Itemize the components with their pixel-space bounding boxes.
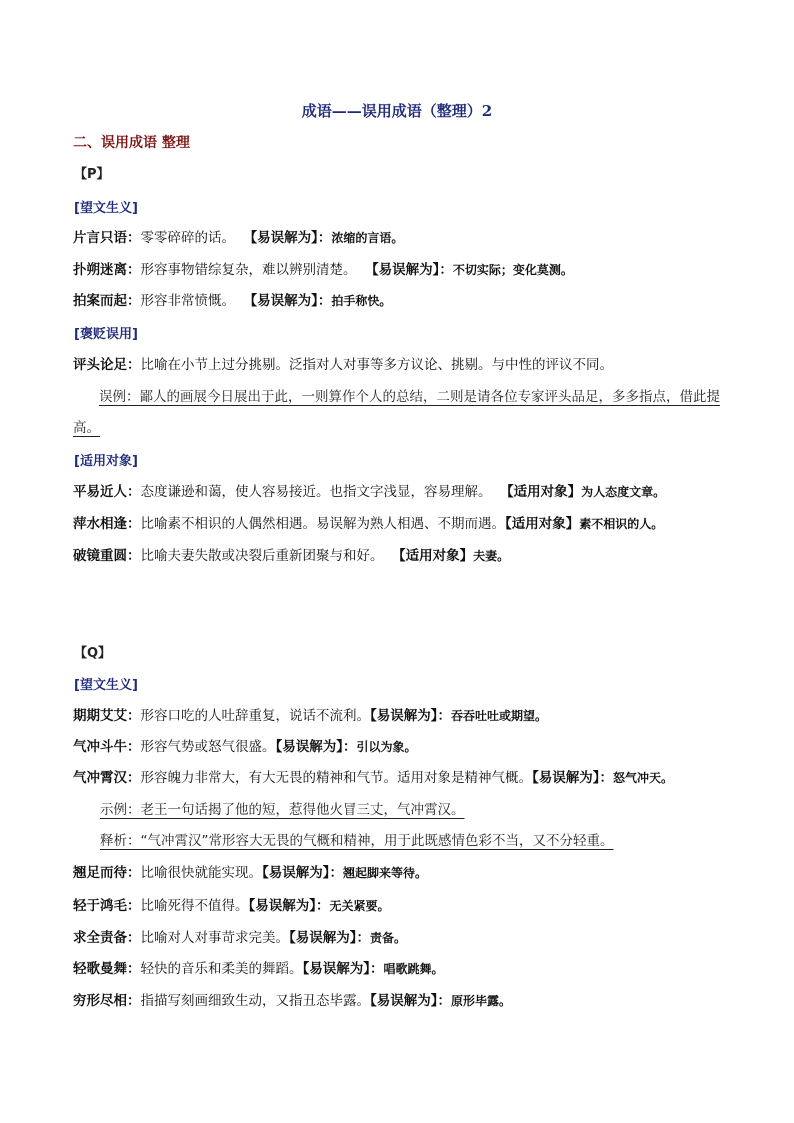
category-label: [适用对象]: [74, 454, 138, 469]
idiom-term: 气冲斗牛：: [73, 739, 141, 755]
misread-text: 拍手称快。: [331, 294, 392, 308]
misread-label: 【易误解为】：: [275, 739, 357, 755]
misread-text: 引以为象。: [356, 740, 417, 754]
target-text: 为人态度文章。: [581, 485, 666, 499]
target-text: 夫妻。: [473, 549, 510, 563]
category-label: [褒贬误用]: [74, 327, 138, 342]
category-label: [望文生义]: [74, 201, 138, 216]
idiom-definition: 态度谦逊和蔼，使人容易接近。也指文字浅显，容易理解。: [140, 484, 492, 500]
misread-text: 责备。: [370, 931, 407, 945]
idiom-definition: 零零碎碎的话。: [140, 230, 235, 246]
idiom-entry: [73, 290, 734, 312]
target-label: 【适用对象】: [505, 516, 580, 532]
misread-label: 【易误解为】：: [289, 930, 370, 946]
misread-text: 无关紧要。: [329, 899, 390, 913]
idiom-definition: 比喻素不相识的人偶然相遇。易误解为熟人相遇、不期而遇。: [140, 516, 505, 532]
idiom-term: 轻于鸿毛：: [73, 898, 141, 914]
idiom-term: 平易近人：: [73, 484, 141, 500]
target-label: 【适用对象】: [500, 484, 582, 500]
idiom-term: 破镜重圆：: [73, 548, 141, 564]
idiom-entry: [73, 513, 734, 535]
misread-label: 【易误解为】：: [370, 708, 451, 724]
letter-tag-q: 【Q】: [74, 646, 112, 661]
idiom-entry: [73, 227, 734, 249]
idiom-term: 翘足而待：: [73, 865, 141, 881]
misread-label: 【易误解为】：: [248, 898, 330, 914]
idiom-definition: 形容气势或怒气很盛。: [140, 739, 276, 755]
idiom-term: 扑朔迷离：: [73, 262, 141, 278]
idiom-definition: 比喻很快就能实现。: [140, 865, 262, 881]
idiom-term: 拍案而起：: [73, 293, 141, 309]
page-title: [0, 100, 794, 121]
idiom-term: 轻歌曼舞：: [73, 961, 141, 977]
idiom-entry: [73, 958, 734, 980]
misread-label: 【易误解为】：: [243, 293, 332, 309]
section-heading: 二、误用成语 整理: [73, 135, 190, 151]
misread-label: 【易误解为】：: [243, 230, 332, 246]
idiom-entry: [73, 862, 734, 884]
idiom-definition: 形容魄力非常大，有大无畏的精神和气节。适用对象是精神气概。: [140, 770, 532, 786]
idiom-entry: [73, 895, 734, 917]
misread-label: 【易误解为】：: [262, 865, 343, 881]
misread-text: 浓缩的言语。: [331, 231, 404, 245]
idiom-definition: 比喻夫妻失散或决裂后重新团聚与和好。: [140, 548, 384, 564]
misread-label: 【易误解为】：: [532, 770, 613, 786]
idiom-definition: 轻快的音乐和柔美的舞蹈。: [140, 961, 303, 977]
idiom-entry: [73, 990, 734, 1012]
misread-text: 唱歌跳舞。: [383, 962, 444, 976]
idiom-term: 气冲霄汉：: [73, 770, 141, 786]
misread-text: 原形毕露。: [451, 994, 512, 1008]
idiom-definition: 比喻在小节上过分挑剔。泛指对人对事等多方议论、挑剔。与中性的评议不同。: [140, 357, 613, 373]
example-sentence: 示例：老王一句话揭了他的短，惹得他火冒三丈，气冲霄汉。: [100, 802, 465, 818]
misread-label: 【易误解为】：: [302, 961, 384, 977]
idiom-entry: [73, 927, 734, 949]
idiom-term: 萍水相逢：: [73, 516, 141, 532]
target-label: 【适用对象】: [392, 548, 474, 564]
idiom-entry: [73, 705, 734, 727]
idiom-definition: 形容口吃的人吐辞重复，说话不流利。: [140, 708, 370, 724]
misread-text: 翘起脚来等待。: [343, 866, 428, 880]
misread-label: 【易误解为】：: [365, 262, 453, 278]
idiom-entry: [73, 767, 734, 789]
idiom-term: 穷形尽相：: [73, 993, 141, 1009]
target-text: 素不相识的人。: [579, 517, 664, 531]
idiom-definition: 比喻死得不值得。: [140, 898, 249, 914]
example-sentence: 误例：鄙人的画展今日展出于此，一则算作个人的总结，二则是请各位专家评头品足，多多指点，借此提高。: [73, 389, 720, 436]
idiom-entry: [73, 736, 734, 758]
idiom-definition: 指描写刻画细致生动，又指丑态毕露。: [140, 993, 370, 1009]
idiom-term: 期期艾艾：: [73, 708, 141, 724]
idiom-entry: [73, 545, 734, 567]
idiom-term: 片言只语：: [73, 230, 141, 246]
misread-text: 不切实际；变化莫测。: [452, 263, 573, 277]
idiom-entry: [73, 259, 734, 281]
idiom-definition: 比喻对人对事苛求完美。: [140, 930, 289, 946]
idiom-entry: [73, 354, 734, 376]
title-sub: ——误用成语（整理）2: [331, 102, 493, 120]
idiom-definition: 形容事物错综复杂，难以辨别清楚。: [140, 262, 357, 278]
title-main: 成语: [301, 102, 332, 120]
misread-label: 【易误解为】：: [370, 993, 451, 1009]
misread-text: 怒气冲天。: [613, 771, 674, 785]
idiom-definition: 形容非常愤慨。: [140, 293, 235, 309]
analysis-sentence: 释析：“气冲霄汉”常形容大无畏的气概和精神，用于此既感情色彩不当，又不分轻重。: [100, 833, 614, 849]
idiom-term: 求全责备：: [73, 930, 141, 946]
idiom-entry: [73, 481, 734, 503]
letter-tag-p: 【P】: [74, 167, 110, 182]
category-label: [望文生义]: [74, 678, 138, 693]
misread-text: 吞吞吐吐或期望。: [451, 709, 548, 723]
idiom-term: 评头论足：: [73, 357, 141, 373]
